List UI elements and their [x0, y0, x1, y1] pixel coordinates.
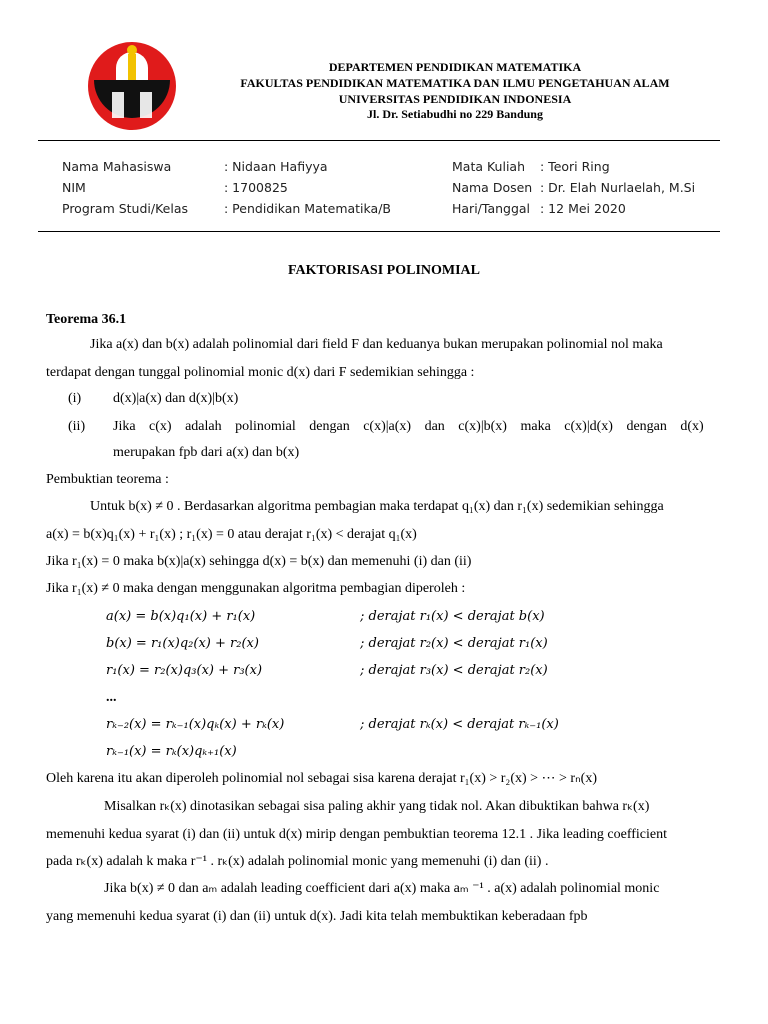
- proof-line-10: yang memenuhi kedua syarat (i) dan (ii) untuk d(x). Jadi kita telah membuktikan keberadaan fpb: [46, 909, 588, 924]
- info-label-nama: Nama Mahasiswa: [62, 159, 172, 174]
- info-label-dosen: Nama Dosen: [452, 180, 533, 195]
- equation-4-left: rₖ₋₂(x) = rₖ₋₁(x)qₖ(x) + rₖ(x): [106, 717, 285, 732]
- info-label-prodi: Program Studi/Kelas: [62, 201, 189, 216]
- proof-line-3: Jika r₁(x) = 0 maka b(x)|a(x) sehingga d(x) = b(x) dan memenuhi (i) dan (ii): [46, 554, 472, 569]
- equation-2-left: b(x) = r₁(x)q₂(x) + r₂(x): [106, 636, 259, 651]
- document-title: FAKTORISASI POLINOMIAL: [287, 263, 480, 278]
- proof-line-2: a(x) = b(x)q₁(x) + r₁(x) ; r₁(x) = 0 atau derajat r₁(x) < derajat q₁(x): [46, 527, 417, 542]
- university-logo: [86, 40, 178, 132]
- header-department: DEPARTEMEN PENDIDIKAN MATEMATIKA: [328, 60, 582, 74]
- condition-ii-text: Jika c(x) adalah polinomial dengan c(x)|a(x) dan c(x)|b(x) maka c(x)|d(x) dengan d(x): [113, 419, 704, 434]
- proof-line-4: Jika r₁(x) ≠ 0 maka dengan menggunakan algoritma pembagian diperoleh :: [46, 581, 466, 596]
- info-value-matkul: : Teori Ring: [540, 159, 610, 174]
- info-value-tanggal: : 12 Mei 2020: [540, 201, 626, 216]
- header-university: UNIVERSITAS PENDIDIKAN INDONESIA: [338, 92, 572, 106]
- proof-heading: Pembuktian teorema :: [46, 472, 169, 487]
- theorem-heading: Teorema 36.1: [46, 312, 127, 327]
- condition-i-text: d(x)|a(x) dan d(x)|b(x): [113, 391, 239, 406]
- info-value-nim: : 1700825: [224, 180, 288, 195]
- proof-line-1: Untuk b(x) ≠ 0 . Berdasarkan algoritma pembagian maka terdapat q₁(x) dan r₁(x) sedemikian sehingga: [90, 499, 664, 514]
- info-label-tanggal: Hari/Tanggal: [452, 201, 531, 216]
- condition-i-number: (i): [68, 391, 82, 406]
- proof-line-5: Oleh karena itu akan diperoleh polinomial nol sebagai sisa karena derajat r₁(x) > r₂(x) > ⋯ > rₙ(x): [46, 771, 597, 786]
- header-faculty: FAKULTAS PENDIDIKAN MATEMATIKA DAN ILMU PENGETAHUAN ALAM: [240, 76, 670, 90]
- info-value-nama: : Nidaan Hafiyya: [224, 159, 328, 174]
- theorem-line-1: Jika a(x) dan b(x) adalah polinomial dari field F dan keduanya bukan merupakan polinomial nol maka: [90, 337, 663, 352]
- equation-2-right: ; derajat r₂(x) < derajat r₁(x): [360, 636, 548, 651]
- info-label-matkul: Mata Kuliah: [452, 159, 526, 174]
- equation-ellipsis: ...: [106, 690, 117, 705]
- equation-3-left: r₁(x) = r₂(x)q₃(x) + r₃(x): [106, 663, 263, 678]
- theorem-line-2: terdapat dengan tunggal polinomial monic d(x) dari F sedemikian sehingga :: [46, 365, 475, 380]
- equation-1-right: ; derajat r₁(x) < derajat b(x): [360, 609, 545, 624]
- condition-ii-number: (ii): [68, 419, 86, 434]
- equation-3-right: ; derajat r₃(x) < derajat r₂(x): [360, 663, 548, 678]
- proof-line-7: memenuhi kedua syarat (i) dan (ii) untuk d(x) mirip dengan pembuktian teorema 12.1 . Jika leading coefficient: [46, 827, 667, 842]
- equation-4-right: ; derajat rₖ(x) < derajat rₖ₋₁(x): [360, 717, 559, 732]
- proof-line-6: Misalkan rₖ(x) dinotasikan sebagai sisa paling akhir yang tidak nol. Akan dibuktikan bahwa rₖ(x): [104, 799, 650, 814]
- proof-line-9: Jika b(x) ≠ 0 dan aₘ adalah leading coefficient dari a(x) maka aₘ ⁻¹ . a(x) adalah polinomial monic: [104, 881, 660, 896]
- equation-1-left: a(x) = b(x)q₁(x) + r₁(x): [106, 609, 256, 624]
- info-value-dosen: : Dr. Elah Nurlaelah, M.Si: [540, 180, 696, 195]
- equation-5-left: rₖ₋₁(x) = rₖ(x)qₖ₊₁(x): [106, 744, 237, 759]
- info-divider: [38, 231, 720, 232]
- header-address: Jl. Dr. Setiabudhi no 229 Bandung: [367, 107, 543, 121]
- proof-line-8: pada rₖ(x) adalah k maka r⁻¹ . rₖ(x) adalah polinomial monic yang memenuhi (i) dan (ii) .: [46, 854, 549, 869]
- header-divider: [38, 140, 720, 141]
- info-label-nim: NIM: [62, 180, 86, 195]
- info-value-prodi: : Pendidikan Matematika/B: [224, 201, 391, 216]
- condition-ii-text-2: merupakan fpb dari a(x) dan b(x): [113, 445, 300, 460]
